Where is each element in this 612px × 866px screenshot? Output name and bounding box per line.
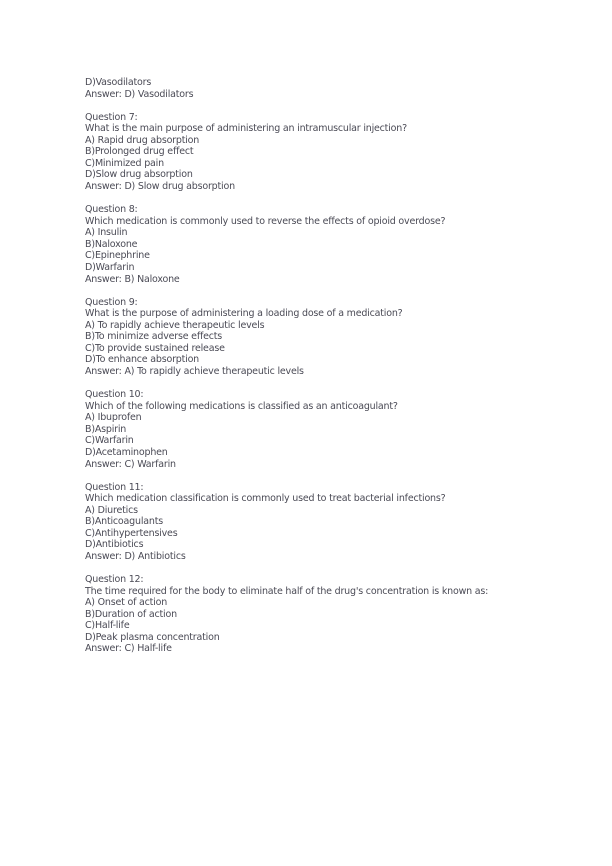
- option-line: B)Prolonged drug effect: [85, 146, 194, 158]
- answer-line: Answer: C) Half-life: [85, 643, 172, 655]
- option-line: D)Acetaminophen: [85, 446, 168, 458]
- question-text: Which of the following medications is classified as an anticoagulant?: [85, 400, 398, 412]
- option-line: A) To rapidly achieve therapeutic levels: [85, 319, 265, 331]
- question-7-block: [85, 112, 555, 193]
- option-line: D)Vasodilators: [85, 77, 152, 88]
- question-text: What is the purpose of administering a loading dose of a medication?: [85, 308, 403, 320]
- answer-line: Answer: A) To rapidly achieve therapeutic levels: [85, 366, 304, 378]
- option-line: A) Insulin: [85, 227, 128, 239]
- option-line: C)Half-life: [85, 620, 130, 632]
- option-line: A) Onset of action: [85, 597, 168, 609]
- option-line: C)Warfarin: [85, 435, 134, 447]
- question-6-fragment-block: [85, 77, 555, 100]
- question-text: The time required for the body to eliminate half of the drug's concentration is known as:: [85, 585, 489, 597]
- option-line: B)Anticoagulants: [85, 516, 163, 528]
- answer-line: Answer: D) Antibiotics: [85, 550, 186, 562]
- question-10-block: [85, 389, 555, 470]
- question-label: Question 7:: [85, 111, 138, 123]
- question-11-block: [85, 482, 555, 563]
- question-label: Question 12:: [85, 574, 144, 586]
- answer-line: Answer: C) Warfarin: [85, 458, 176, 470]
- answer-line: Answer: D) Slow drug absorption: [85, 181, 235, 193]
- option-line: B)Naloxone: [85, 238, 138, 250]
- question-label: Question 9:: [85, 296, 138, 308]
- option-line: D)Slow drug absorption: [85, 169, 193, 181]
- option-line: C)Antihypertensives: [85, 527, 178, 539]
- question-9-block: [85, 297, 555, 378]
- question-text: Which medication classification is commonly used to treat bacterial infections?: [85, 493, 446, 505]
- option-line: D)Peak plasma concentration: [85, 631, 220, 643]
- option-line: D)Antibiotics: [85, 539, 144, 551]
- question-label: Question 10:: [85, 389, 144, 401]
- option-line: B)Aspirin: [85, 423, 127, 435]
- option-line: C)Minimized pain: [85, 157, 164, 169]
- question-label: Question 8:: [85, 204, 138, 216]
- option-line: D)Warfarin: [85, 261, 135, 273]
- question-label: Question 11:: [85, 481, 144, 493]
- option-line: B)To minimize adverse effects: [85, 331, 223, 343]
- question-text: What is the main purpose of administering an intramuscular injection?: [85, 123, 407, 135]
- question-8-block: [85, 204, 555, 285]
- option-line: A) Diuretics: [85, 504, 138, 516]
- option-line: D)To enhance absorption: [85, 354, 200, 366]
- option-line: B)Duration of action: [85, 608, 177, 620]
- answer-line: Answer: D) Vasodilators: [85, 88, 194, 100]
- option-line: A) Ibuprofen: [85, 412, 142, 424]
- question-12-block: [85, 574, 555, 655]
- answer-line: Answer: B) Naloxone: [85, 273, 180, 285]
- option-line: A) Rapid drug absorption: [85, 134, 200, 146]
- option-line: C)To provide sustained release: [85, 342, 225, 354]
- quiz-content: [85, 77, 555, 667]
- option-line: C)Epinephrine: [85, 250, 150, 262]
- question-text: Which medication is commonly used to reverse the effects of opioid overdose?: [85, 215, 446, 227]
